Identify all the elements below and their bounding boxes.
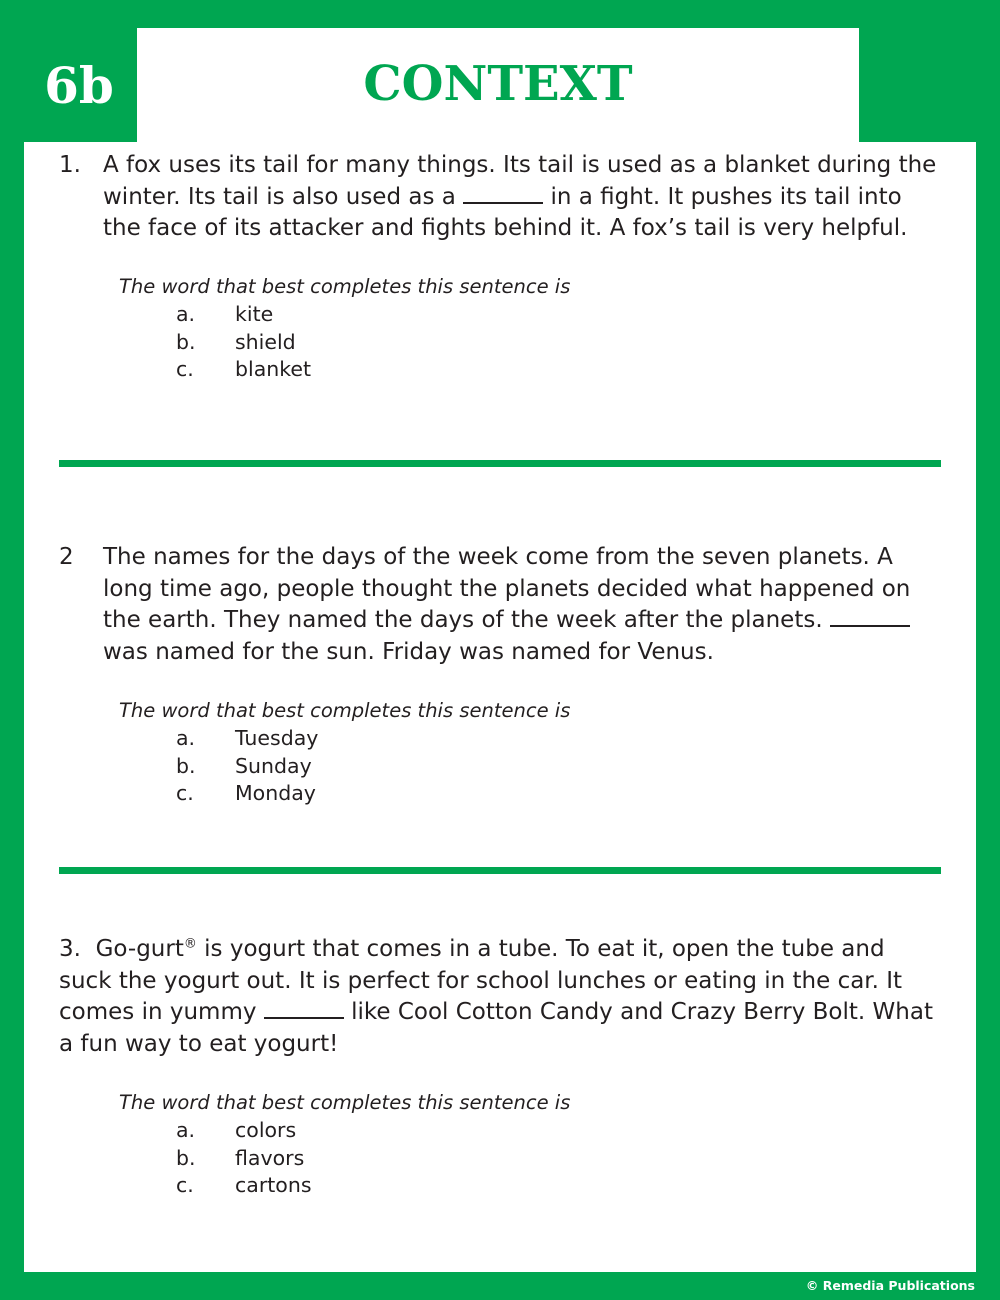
copyright-notice: © Remedia Publications: [805, 1278, 975, 1293]
section-divider: [59, 460, 941, 467]
question-3: [59, 934, 939, 1060]
section-divider: [59, 867, 941, 874]
choice-text: Monday: [235, 781, 316, 805]
question-text: [103, 542, 939, 668]
choice-text: cartons: [235, 1173, 312, 1197]
choice-list: [176, 725, 318, 808]
choice-item: [176, 329, 311, 357]
question-prompt: The word that best completes this sentence is: [119, 699, 571, 722]
choice-letter: a.: [176, 726, 196, 750]
question-text-after: in a fight. It pushes its tail into the face of its attacker and fights behind it. A fox’s tail is very helpful.: [103, 183, 908, 241]
choice-letter: c.: [176, 781, 194, 805]
choice-text: Sunday: [235, 753, 312, 778]
choice-text: shield: [235, 329, 296, 354]
choice-letter: b.: [176, 329, 196, 354]
choice-list: [176, 301, 311, 384]
choice-letter: b.: [176, 1145, 196, 1170]
question-number: 2: [59, 544, 74, 570]
answer-blank: [264, 999, 344, 1019]
choice-item: [176, 725, 318, 753]
choice-letter: a.: [176, 1118, 196, 1142]
choice-item: [176, 780, 318, 808]
choice-item: [176, 753, 318, 781]
choice-item: [176, 1117, 312, 1145]
brand-name: Go-gurt: [95, 936, 184, 962]
answer-blank: [830, 607, 910, 627]
question-text-after: like Cool Cotton Candy and Crazy Berry Bolt. What a fun way to eat yogurt!: [59, 999, 933, 1057]
choice-item: [176, 301, 311, 329]
question-text-before: is yogurt that comes in a tube. To eat it, open the tube and suck the yogurt out. It is perfect for school lunches or eating in the car. It comes in yummy: [59, 936, 903, 1025]
question-1: [59, 150, 939, 245]
answer-blank: [463, 184, 543, 204]
choice-text: Tuesday: [235, 726, 319, 750]
question-text: [103, 150, 939, 245]
question-text-after: was named for the sun. Friday was named for Venus.: [103, 638, 714, 665]
choice-text: flavors: [235, 1145, 305, 1170]
choice-letter: a.: [176, 302, 196, 326]
question-prompt: The word that best completes this sentence is: [119, 275, 571, 298]
lesson-label: 6b: [44, 56, 114, 115]
question-prompt: The word that best completes this sentence is: [119, 1091, 571, 1114]
choice-item: [176, 356, 311, 384]
choice-text: colors: [235, 1118, 297, 1142]
registered-mark: ®: [183, 936, 197, 952]
choice-item: [176, 1145, 312, 1173]
choice-item: [176, 1172, 312, 1200]
question-2: [59, 542, 939, 668]
page-title: CONTEXT: [363, 56, 633, 112]
choice-letter: b.: [176, 753, 196, 778]
choice-list: [176, 1117, 312, 1200]
question-number: 1.: [59, 152, 81, 178]
choice-text: kite: [235, 302, 274, 326]
choice-letter: c.: [176, 1173, 194, 1197]
question-number: 3.: [59, 936, 81, 962]
choice-text: blanket: [235, 357, 312, 381]
question-text-before: The names for the days of the week come from the seven planets. A long time ago, people thought the planets decided what happened on the earth. They named the days of the week after the planets.: [103, 544, 911, 633]
choice-letter: c.: [176, 357, 194, 381]
question-text-before: A fox uses its tail for many things. Its tail is used as a blanket during the winter. Its tail is also used as a: [103, 152, 937, 210]
